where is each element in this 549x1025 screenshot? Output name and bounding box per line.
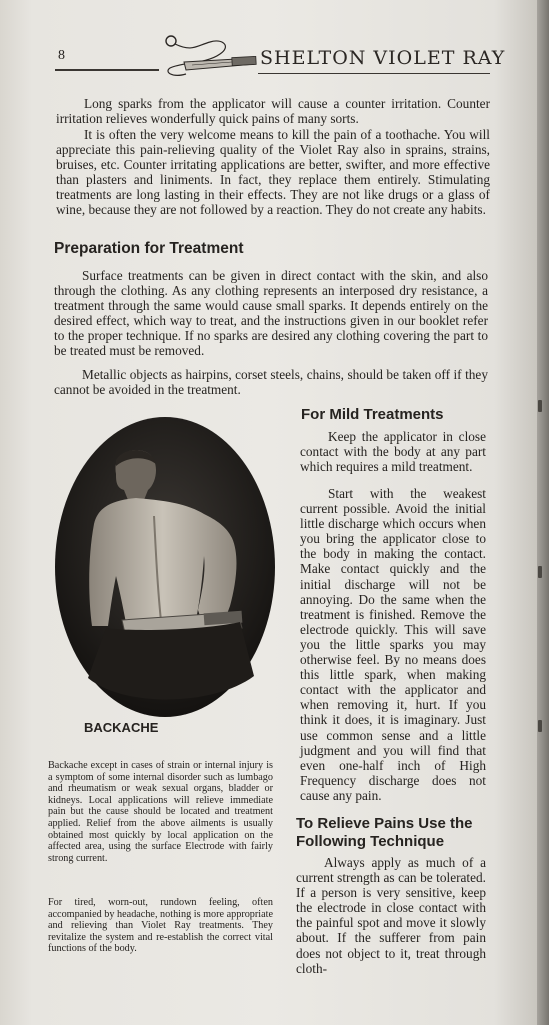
binding-tab xyxy=(538,400,542,412)
heading-preparation: Preparation for Treatment xyxy=(54,240,244,257)
header-rule-left xyxy=(55,69,159,71)
mild-paragraph-2: Start with the weakest current possible. Avoid the initial little discharge which occurs when you bring the applicator close to the body in making the contact. Make contact quickly and the initial discharge will not be annoying. Do the same when the treatment is finished. Remove the electrode quickly. This will save you the little sparks you may otherwise feel. By no means does this little spark, when making contact with the applicator and when removing it, hurt. If you think it does, it is imaginary. Just use common sense and a little judgment and you will find that even one-half inch of High Frequency discharge does not cause any pain. xyxy=(300,486,486,803)
intro-paragraph-1: Long sparks from the applicator will cause a counter irritation. Counter irritation relieves wonderfully quick pains of many sorts. xyxy=(56,96,490,127)
page-number: 8 xyxy=(58,48,65,63)
header-rule-right xyxy=(258,73,490,74)
relieve-paragraph-1: Always apply as much of a current strength as can be tolerated. If a person is very sensitive, keep the electrode in close contact with the painful spot and move it slowly about. If the sufferer from pain does not object to it, treat through cloth- xyxy=(296,855,486,976)
heading-relieve-pains: To Relieve Pains Use the Following Technique xyxy=(296,815,473,850)
preparation-paragraph-1: Surface treatments can be given in direct contact with the skin, and also through the clothing. As any clothing represents an interposed dry resistance, a treatment through the same would cause small sparks. It depends entirely on the desired effect, which way to treat, and the instructions given in our booklet refer to the proper technique. If no sparks are desired any clothing covering the part to be treated must be removed. xyxy=(54,268,488,359)
backache-photo xyxy=(54,416,276,718)
figure-caption: BACKACHE xyxy=(84,720,159,735)
binding-tab xyxy=(538,566,542,578)
violet-ray-wand-logo xyxy=(162,32,258,82)
preparation-paragraph-2: Metallic objects as hairpins, corset steels, chains, should be taken off if they cannot be avoided in the treatment. xyxy=(54,367,488,398)
mild-paragraph-1: Keep the applicator in close contact with the body at any part which requires a mild treatment. xyxy=(300,429,486,475)
figure-text-paragraph-1: Backache except in cases of strain or internal injury is a symptom of some internal disorder such as lumbago and rheumatism or weak sexual organs, bladder or kidneys. Local applications will relieve immediate pain but the cause should be located and treatment applied. Relief from the above ailments is usually obtained most quickly by local application on the affected area, using the surface Electrode with fairly strong current. xyxy=(48,760,273,864)
binding-tab xyxy=(538,720,542,732)
heading-mild-treatments: For Mild Treatments xyxy=(301,406,444,423)
intro-paragraph-2: It is often the very welcome means to kill the pain of a toothache. You will appreciate this pain-relieving quality of the Violet Ray also in sprains, strains, bruises, etc. Counter irritating applications are better, swifter, and more effective than plasters and liniments. In fact, they replace them entirely. Stimulating treatments are long lasting in their effects. They are not like drugs or a glass of wine, because they are not followed by a reaction. They do not create any habits. xyxy=(56,127,490,218)
figure-text-paragraph-2: For tired, worn-out, rundown feeling, often accompanied by headache, nothing is more appropriate and relieving than Violet Ray treatments. They revitalize the system and re-establish the correct vital functions of the body. xyxy=(48,897,273,955)
page-edge xyxy=(537,0,549,1025)
brand-title: SHELTON VIOLET RAY xyxy=(260,47,506,69)
